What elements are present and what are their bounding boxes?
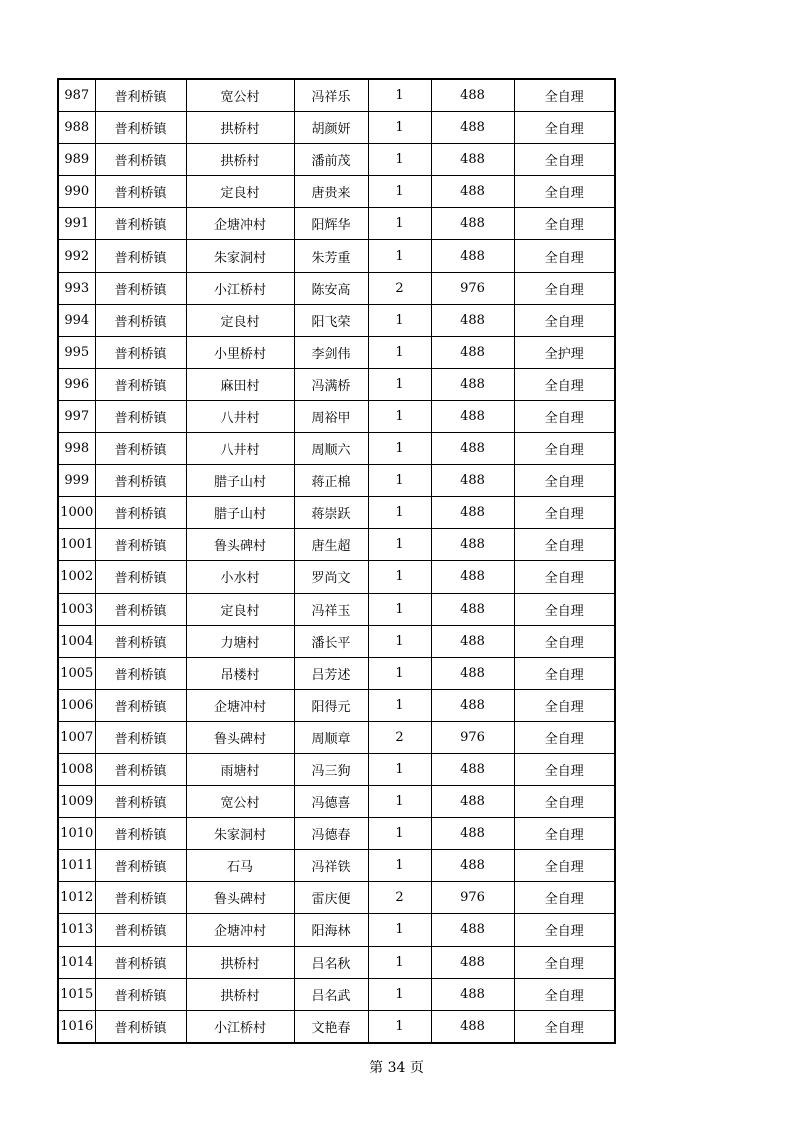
table-row	[58, 818, 615, 850]
count-cell: 2	[368, 882, 431, 914]
row-number-cell: 1007	[58, 721, 95, 753]
person-name-cell: 阳得元	[294, 689, 368, 721]
table-row	[58, 561, 615, 593]
care-type-cell: 全自理	[514, 625, 615, 657]
row-number-cell: 1003	[58, 593, 95, 625]
row-number-cell: 997	[58, 400, 95, 432]
village-cell: 石马	[186, 850, 294, 882]
count-cell: 1	[368, 625, 431, 657]
village-cell: 定良村	[186, 593, 294, 625]
village-cell: 拱桥村	[186, 112, 294, 144]
person-name-cell: 周顺章	[294, 721, 368, 753]
count-cell: 2	[368, 721, 431, 753]
person-name-cell: 吕芳述	[294, 657, 368, 689]
village-cell: 朱家洞村	[186, 818, 294, 850]
town-cell: 普利桥镇	[95, 721, 186, 753]
table-row	[58, 978, 615, 1010]
person-name-cell: 吕名武	[294, 978, 368, 1010]
row-number-cell: 994	[58, 304, 95, 336]
care-type-cell: 全自理	[514, 176, 615, 208]
row-number-cell: 990	[58, 176, 95, 208]
town-cell: 普利桥镇	[95, 433, 186, 465]
town-cell: 普利桥镇	[95, 79, 186, 112]
count-cell: 1	[368, 368, 431, 400]
row-number-cell: 999	[58, 465, 95, 497]
town-cell: 普利桥镇	[95, 561, 186, 593]
amount-cell: 488	[431, 208, 514, 240]
care-type-cell: 全自理	[514, 786, 615, 818]
table-row	[58, 79, 615, 112]
page-number: 第 34 页	[369, 1060, 424, 1076]
village-cell: 小水村	[186, 561, 294, 593]
care-type-cell: 全自理	[514, 946, 615, 978]
amount-cell: 488	[431, 753, 514, 785]
amount-cell: 976	[431, 272, 514, 304]
amount-cell: 976	[431, 882, 514, 914]
care-type-cell: 全自理	[514, 433, 615, 465]
row-number-cell: 1009	[58, 786, 95, 818]
row-number-cell: 1004	[58, 625, 95, 657]
village-cell: 拱桥村	[186, 144, 294, 176]
count-cell: 1	[368, 465, 431, 497]
town-cell: 普利桥镇	[95, 786, 186, 818]
person-name-cell: 蒋正棉	[294, 465, 368, 497]
row-number-cell: 1000	[58, 497, 95, 529]
row-number-cell: 995	[58, 336, 95, 368]
town-cell: 普利桥镇	[95, 176, 186, 208]
village-cell: 定良村	[186, 304, 294, 336]
care-type-cell: 全自理	[514, 850, 615, 882]
care-type-cell: 全自理	[514, 112, 615, 144]
amount-cell: 488	[431, 144, 514, 176]
village-cell: 八井村	[186, 433, 294, 465]
table-body	[58, 79, 615, 1043]
person-name-cell: 冯德春	[294, 818, 368, 850]
person-name-cell: 雷庆便	[294, 882, 368, 914]
person-name-cell: 冯德喜	[294, 786, 368, 818]
table-row	[58, 753, 615, 785]
town-cell: 普利桥镇	[95, 657, 186, 689]
row-number-cell: 989	[58, 144, 95, 176]
care-type-cell: 全自理	[514, 882, 615, 914]
town-cell: 普利桥镇	[95, 368, 186, 400]
person-name-cell: 冯祥玉	[294, 593, 368, 625]
table-row	[58, 593, 615, 625]
row-number-cell: 998	[58, 433, 95, 465]
town-cell: 普利桥镇	[95, 978, 186, 1010]
row-number-cell: 988	[58, 112, 95, 144]
person-name-cell: 文艳春	[294, 1010, 368, 1043]
count-cell: 1	[368, 786, 431, 818]
person-name-cell: 吕名秋	[294, 946, 368, 978]
count-cell: 1	[368, 497, 431, 529]
amount-cell: 488	[431, 304, 514, 336]
count-cell: 1	[368, 818, 431, 850]
table-row	[58, 112, 615, 144]
amount-cell: 488	[431, 561, 514, 593]
village-cell: 宽公村	[186, 786, 294, 818]
count-cell: 1	[368, 978, 431, 1010]
amount-cell: 488	[431, 176, 514, 208]
person-name-cell: 冯三狗	[294, 753, 368, 785]
person-name-cell: 朱芳重	[294, 240, 368, 272]
count-cell: 1	[368, 79, 431, 112]
town-cell: 普利桥镇	[95, 850, 186, 882]
town-cell: 普利桥镇	[95, 689, 186, 721]
village-cell: 小江桥村	[186, 1010, 294, 1043]
town-cell: 普利桥镇	[95, 144, 186, 176]
amount-cell: 488	[431, 850, 514, 882]
table-row	[58, 465, 615, 497]
row-number-cell: 1012	[58, 882, 95, 914]
town-cell: 普利桥镇	[95, 818, 186, 850]
town-cell: 普利桥镇	[95, 882, 186, 914]
table-row	[58, 1010, 615, 1043]
amount-cell: 488	[431, 368, 514, 400]
amount-cell: 488	[431, 465, 514, 497]
count-cell: 1	[368, 850, 431, 882]
care-type-cell: 全自理	[514, 144, 615, 176]
village-cell: 八井村	[186, 400, 294, 432]
person-name-cell: 冯祥乐	[294, 79, 368, 112]
person-name-cell: 唐生超	[294, 529, 368, 561]
row-number-cell: 1010	[58, 818, 95, 850]
town-cell: 普利桥镇	[95, 208, 186, 240]
row-number-cell: 1005	[58, 657, 95, 689]
amount-cell: 488	[431, 625, 514, 657]
town-cell: 普利桥镇	[95, 336, 186, 368]
row-number-cell: 1015	[58, 978, 95, 1010]
care-type-cell: 全自理	[514, 657, 615, 689]
care-type-cell: 全自理	[514, 208, 615, 240]
person-name-cell: 罗尚文	[294, 561, 368, 593]
amount-cell: 488	[431, 786, 514, 818]
amount-cell: 488	[431, 657, 514, 689]
table-row	[58, 368, 615, 400]
table-row	[58, 721, 615, 753]
village-cell: 腊子山村	[186, 465, 294, 497]
table-row	[58, 304, 615, 336]
care-type-cell: 全自理	[514, 978, 615, 1010]
row-number-cell: 1016	[58, 1010, 95, 1043]
row-number-cell: 993	[58, 272, 95, 304]
count-cell: 1	[368, 240, 431, 272]
town-cell: 普利桥镇	[95, 593, 186, 625]
person-name-cell: 冯满桥	[294, 368, 368, 400]
amount-cell: 488	[431, 79, 514, 112]
care-type-cell: 全自理	[514, 497, 615, 529]
care-type-cell: 全护理	[514, 336, 615, 368]
village-cell: 小江桥村	[186, 272, 294, 304]
town-cell: 普利桥镇	[95, 946, 186, 978]
person-name-cell: 阳辉华	[294, 208, 368, 240]
town-cell: 普利桥镇	[95, 529, 186, 561]
table-row	[58, 529, 615, 561]
row-number-cell: 987	[58, 79, 95, 112]
count-cell: 1	[368, 304, 431, 336]
person-name-cell: 冯祥铁	[294, 850, 368, 882]
town-cell: 普利桥镇	[95, 497, 186, 529]
person-name-cell: 蒋崇跃	[294, 497, 368, 529]
town-cell: 普利桥镇	[95, 1010, 186, 1043]
care-type-cell: 全自理	[514, 561, 615, 593]
amount-cell: 488	[431, 1010, 514, 1043]
amount-cell: 488	[431, 946, 514, 978]
person-name-cell: 潘前茂	[294, 144, 368, 176]
care-type-cell: 全自理	[514, 304, 615, 336]
person-name-cell: 周顺六	[294, 433, 368, 465]
table-row	[58, 208, 615, 240]
village-cell: 企塘冲村	[186, 689, 294, 721]
count-cell: 1	[368, 529, 431, 561]
row-number-cell: 1002	[58, 561, 95, 593]
village-cell: 鲁头碑村	[186, 882, 294, 914]
count-cell: 1	[368, 946, 431, 978]
village-cell: 企塘冲村	[186, 208, 294, 240]
row-number-cell: 1011	[58, 850, 95, 882]
count-cell: 1	[368, 753, 431, 785]
row-number-cell: 996	[58, 368, 95, 400]
care-type-cell: 全自理	[514, 721, 615, 753]
town-cell: 普利桥镇	[95, 304, 186, 336]
village-cell: 定良村	[186, 176, 294, 208]
person-name-cell: 潘长平	[294, 625, 368, 657]
care-type-cell: 全自理	[514, 1010, 615, 1043]
village-cell: 吊楼村	[186, 657, 294, 689]
count-cell: 1	[368, 208, 431, 240]
amount-cell: 488	[431, 593, 514, 625]
care-type-cell: 全自理	[514, 368, 615, 400]
care-type-cell: 全自理	[514, 79, 615, 112]
table-row	[58, 882, 615, 914]
amount-cell: 488	[431, 978, 514, 1010]
care-type-cell: 全自理	[514, 240, 615, 272]
person-name-cell: 阳飞荣	[294, 304, 368, 336]
village-cell: 小里桥村	[186, 336, 294, 368]
amount-cell: 976	[431, 721, 514, 753]
table-row	[58, 176, 615, 208]
town-cell: 普利桥镇	[95, 753, 186, 785]
row-number-cell: 1006	[58, 689, 95, 721]
table-row	[58, 400, 615, 432]
amount-cell: 488	[431, 400, 514, 432]
town-cell: 普利桥镇	[95, 112, 186, 144]
amount-cell: 488	[431, 818, 514, 850]
care-type-cell: 全自理	[514, 529, 615, 561]
row-number-cell: 1013	[58, 914, 95, 946]
count-cell: 1	[368, 112, 431, 144]
count-cell: 1	[368, 689, 431, 721]
care-type-cell: 全自理	[514, 272, 615, 304]
count-cell: 1	[368, 657, 431, 689]
table-row	[58, 786, 615, 818]
row-number-cell: 991	[58, 208, 95, 240]
town-cell: 普利桥镇	[95, 240, 186, 272]
village-cell: 雨塘村	[186, 753, 294, 785]
care-type-cell: 全自理	[514, 400, 615, 432]
village-cell: 麻田村	[186, 368, 294, 400]
care-type-cell: 全自理	[514, 465, 615, 497]
care-type-cell: 全自理	[514, 593, 615, 625]
amount-cell: 488	[431, 433, 514, 465]
table-row	[58, 625, 615, 657]
count-cell: 1	[368, 433, 431, 465]
table-row	[58, 240, 615, 272]
person-name-cell: 唐贵来	[294, 176, 368, 208]
town-cell: 普利桥镇	[95, 465, 186, 497]
village-cell: 鲁头碑村	[186, 529, 294, 561]
amount-cell: 488	[431, 336, 514, 368]
amount-cell: 488	[431, 112, 514, 144]
amount-cell: 488	[431, 689, 514, 721]
table-row	[58, 689, 615, 721]
town-cell: 普利桥镇	[95, 272, 186, 304]
row-number-cell: 1014	[58, 946, 95, 978]
person-name-cell: 阳海林	[294, 914, 368, 946]
village-cell: 拱桥村	[186, 946, 294, 978]
row-number-cell: 1008	[58, 753, 95, 785]
village-cell: 朱家洞村	[186, 240, 294, 272]
village-cell: 鲁头碑村	[186, 721, 294, 753]
count-cell: 1	[368, 176, 431, 208]
town-cell: 普利桥镇	[95, 914, 186, 946]
village-cell: 拱桥村	[186, 978, 294, 1010]
table-row	[58, 946, 615, 978]
town-cell: 普利桥镇	[95, 400, 186, 432]
person-name-cell: 周裕甲	[294, 400, 368, 432]
count-cell: 1	[368, 336, 431, 368]
table-row	[58, 433, 615, 465]
care-type-cell: 全自理	[514, 914, 615, 946]
records-table	[57, 78, 616, 1044]
care-type-cell: 全自理	[514, 753, 615, 785]
person-name-cell: 胡颜妍	[294, 112, 368, 144]
care-type-cell: 全自理	[514, 689, 615, 721]
table-row	[58, 914, 615, 946]
person-name-cell: 李剑伟	[294, 336, 368, 368]
amount-cell: 488	[431, 240, 514, 272]
village-cell: 腊子山村	[186, 497, 294, 529]
care-type-cell: 全自理	[514, 818, 615, 850]
row-number-cell: 992	[58, 240, 95, 272]
count-cell: 1	[368, 561, 431, 593]
count-cell: 1	[368, 914, 431, 946]
amount-cell: 488	[431, 914, 514, 946]
table-row	[58, 497, 615, 529]
count-cell: 1	[368, 1010, 431, 1043]
table-row	[58, 657, 615, 689]
row-number-cell: 1001	[58, 529, 95, 561]
table-row	[58, 850, 615, 882]
count-cell: 1	[368, 593, 431, 625]
count-cell: 1	[368, 144, 431, 176]
table-row	[58, 272, 615, 304]
village-cell: 企塘冲村	[186, 914, 294, 946]
town-cell: 普利桥镇	[95, 625, 186, 657]
village-cell: 宽公村	[186, 79, 294, 112]
count-cell: 2	[368, 272, 431, 304]
amount-cell: 488	[431, 529, 514, 561]
village-cell: 力塘村	[186, 625, 294, 657]
person-name-cell: 陈安高	[294, 272, 368, 304]
table-row	[58, 336, 615, 368]
amount-cell: 488	[431, 497, 514, 529]
table-row	[58, 144, 615, 176]
count-cell: 1	[368, 400, 431, 432]
